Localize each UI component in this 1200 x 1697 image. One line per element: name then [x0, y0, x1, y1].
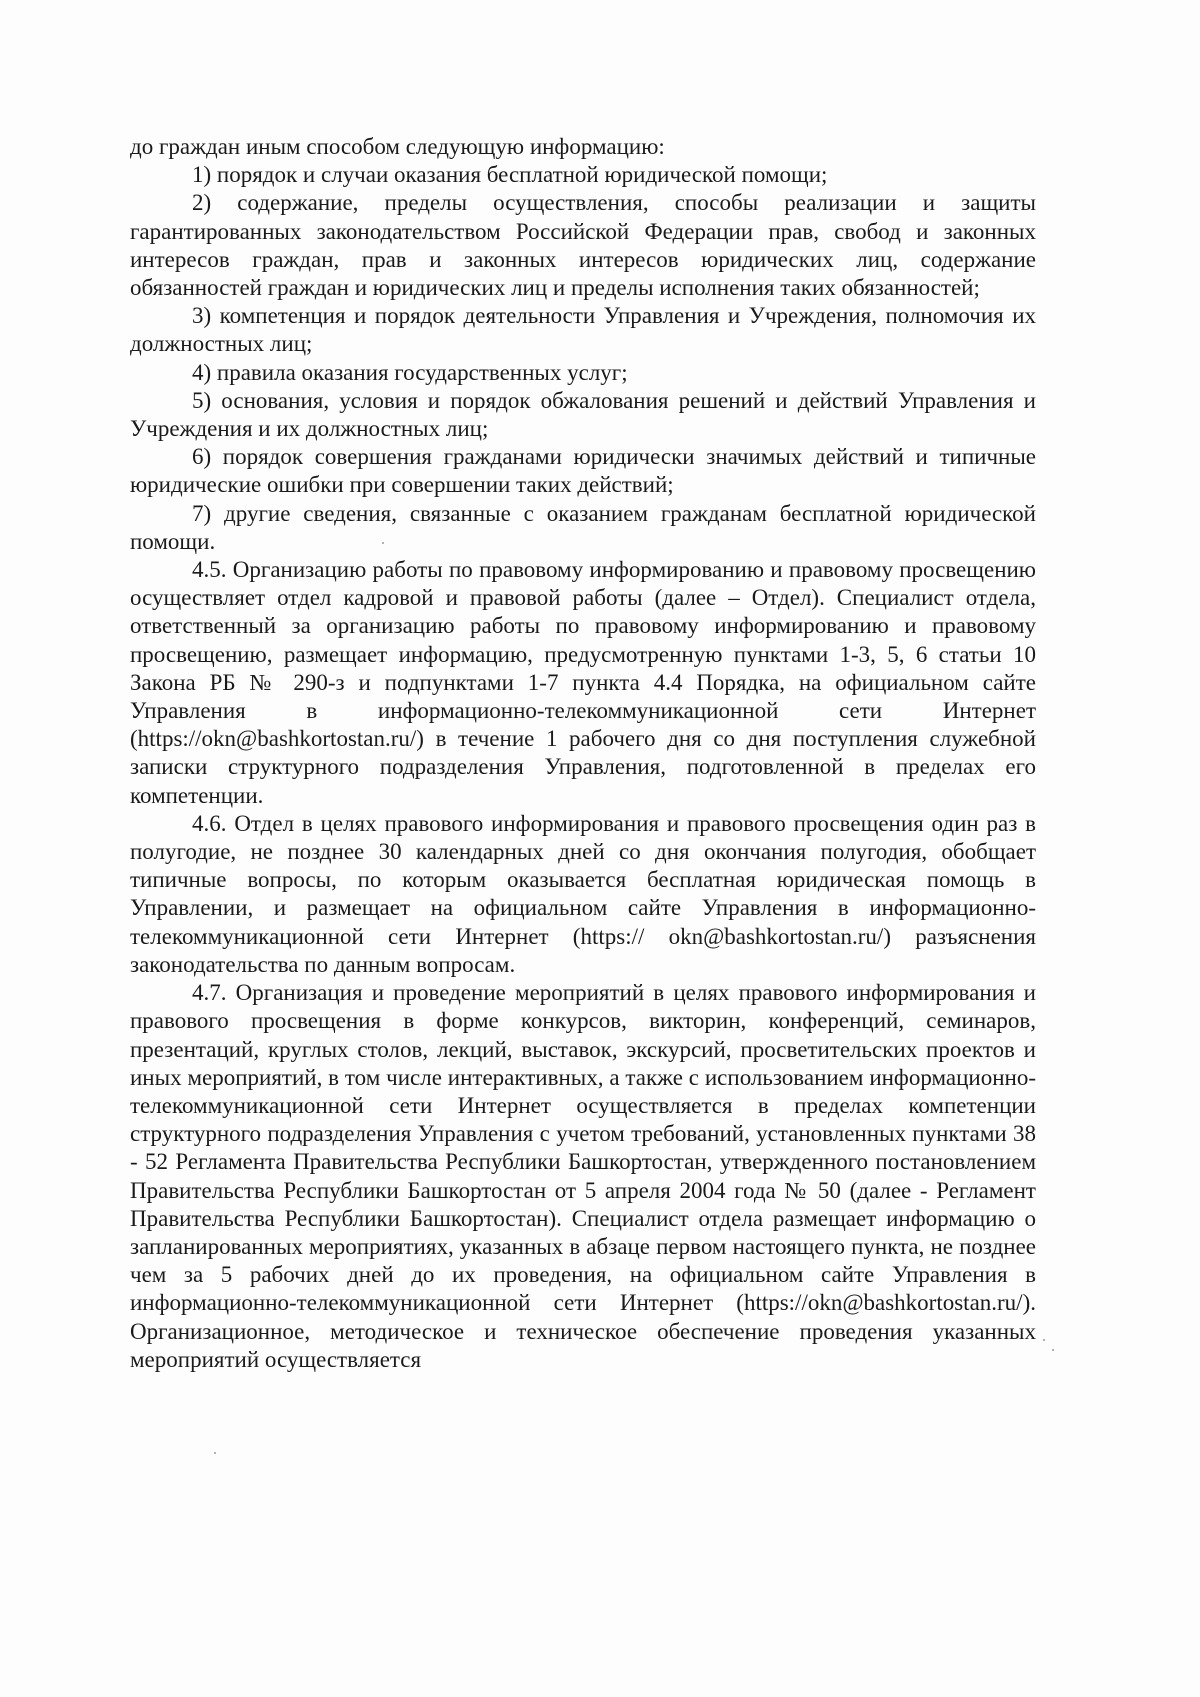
list-item-7: 7) другие сведения, связанные с оказанием гражданам бесплатной юридической помощи.: [130, 500, 1036, 554]
scan-speck: [1052, 1349, 1054, 1351]
paragraph-intro: до граждан иным способом следующую информацию:: [130, 134, 665, 159]
list-item-6: 6) порядок совершения гражданами юридически значимых действий и типичные юридические ошибки при совершении таких действий;: [130, 444, 1036, 498]
list-item-4: 4) правила оказания государственных услуг;: [192, 359, 628, 385]
paragraph-4-7: 4.7. Организация и проведение мероприятий в целях правового информирования и правового просвещения в форме конкурсов, викторин, конференций, семинаров, презентаций, круглых столов, лекций, выставок, экскурсий, просветительских проектов и иных мероприятий, в том числе интерактивных, а также с использованием информационно-телекоммуникационной сети Интернет осуществляется в пределах компетенции структурного подразделения Управления с учетом требований, установленных пунктами 38 - 52 Регламента Правительства Республики Башкортостан, утвержденного постановлением Правительства Республики Башкортостан от 5 апреля 2004 года № 50 (далее - Регламент Правительства Республики Башкортостан). Специалист отдела размещает информацию о запланированных мероприятиях, указанных в абзаце первом настоящего пункта, не позднее чем за 5 рабочих дней до их проведения, на официальном сайте Управления в информационно-телекоммуникационной сети Интернет (https://okn@bashkortostan.ru/). Организационное, методическое и техническое обеспечение проведения указанных мероприятий осуществляется: [130, 980, 1036, 1372]
scan-speck: [382, 542, 384, 544]
list-item-1: 1) порядок и случаи оказания бесплатной юридической помощи;: [192, 162, 828, 188]
paragraph-4-6: 4.6. Отдел в целях правового информирования и правового просвещения один раз в полугодие, не позднее 30 календарных дней со дня окончания полугодия, обобщает типичные вопросы, по которым оказывается бесплатная юридическая помощь в Управлении, и размещает на официальном сайте Управления в информационно-телекоммуникационной сети Интернет (https:// okn@bashkortostan.ru/) разъяснения законодательства по данным вопросам.: [130, 810, 1036, 977]
list-item-2: 2) содержание, пределы осуществления, способы реализации и защиты гарантированных законодательством Российской Федерации прав, свобод и законных интересов граждан, прав и законных интересов юридических лиц, содержание обязанностей граждан и юридических лиц и пределы исполнения таких обязанностей;: [130, 190, 1036, 301]
scan-speck: [1043, 1339, 1045, 1341]
list-item-3: 3) компетенция и порядок деятельности Управления и Учреждения, полномочия их должностных лиц;: [130, 303, 1036, 357]
document-body: [130, 133, 1036, 1374]
scan-speck: [214, 1452, 216, 1454]
paragraph-4-5: 4.5. Организацию работы по правовому информированию и правовому просвещению осуществляет отдел кадровой и правовой работы (далее – Отдел). Специалист отдела, ответственный за организацию работы по правовому информированию и правовому просвещению, размещает информацию, предусмотренную пунктами 1-3, 5, 6 статьи 10 Закона РБ № 290-з и подпунктами 1-7 пункта 4.4 Порядка, на официальном сайте Управления в информационно-телекоммуникационной сети Интернет (https://okn@bashkortostan.ru/) в течение 1 рабочего дня со дня поступления служебной записки структурного подразделения Управления, подготовленной в пределах его компетенции.: [130, 557, 1036, 808]
list-item-5: 5) основания, условия и порядок обжалования решений и действий Управления и Учреждения и их должностных лиц;: [130, 387, 1036, 442]
